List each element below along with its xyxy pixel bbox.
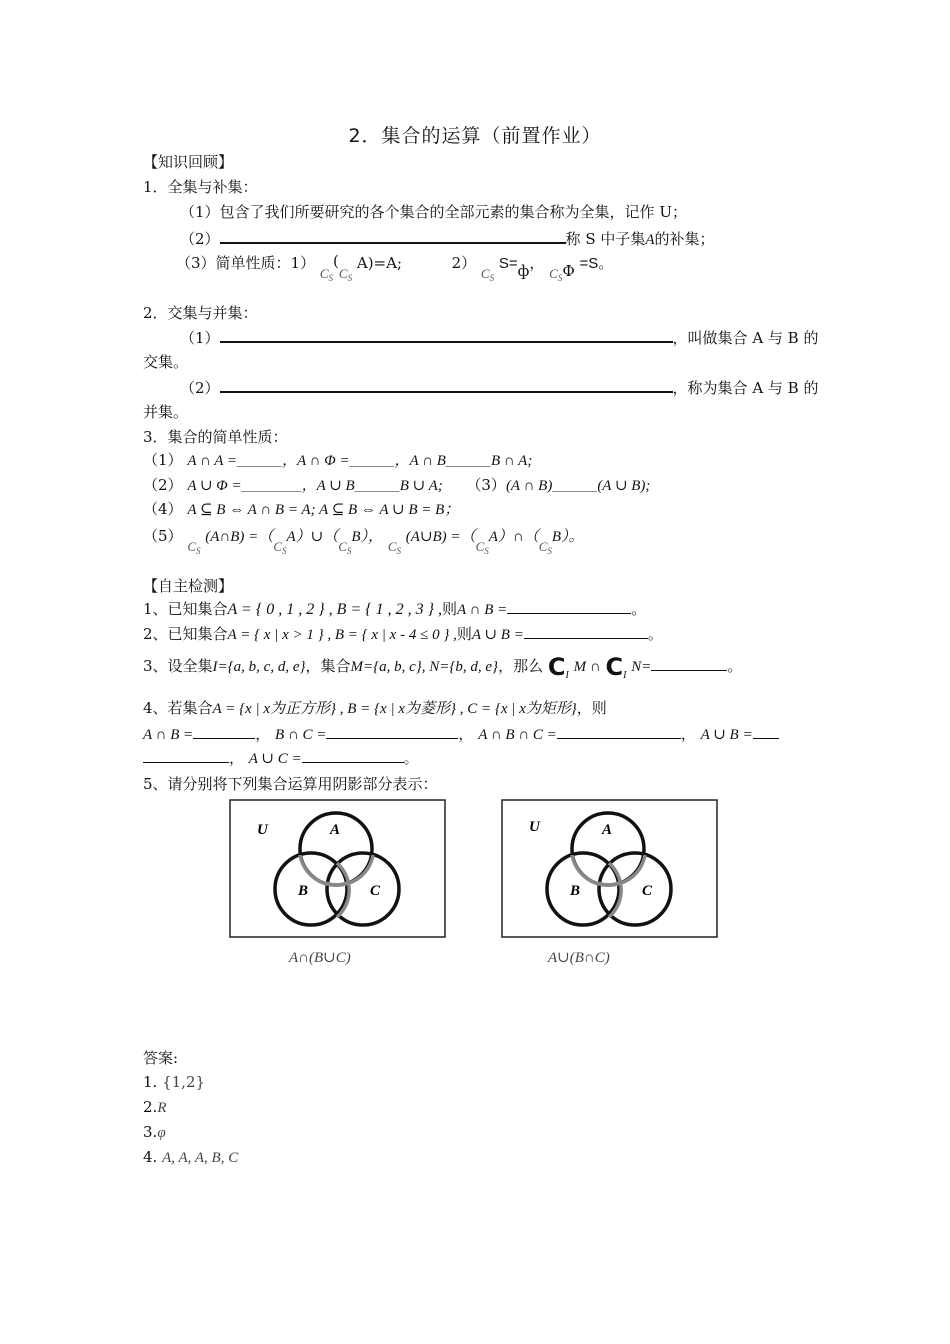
e3-end: 。: [727, 657, 743, 675]
p5-e: A）∩（: [488, 529, 539, 545]
e2-question: A ∪ B =: [471, 627, 524, 643]
complement-symbol: $C_S$: [475, 539, 489, 556]
q1-3-prefix: （3）简单性质：1）: [176, 254, 316, 272]
complement-symbol: $C_S$: [387, 539, 402, 556]
e3-blank[interactable]: [651, 656, 727, 671]
page-title: 2．集合的运算（前置作业）: [348, 125, 602, 147]
e4-mid: ，则: [576, 699, 607, 717]
p5-b: A）∪（: [286, 529, 339, 545]
q1-3-line: （3）简单性质：1） $C_S(C_S$ A)=A; 2） $C_S$ S=ф， $C_SФ =S$。: [176, 252, 614, 283]
answer-4-value: A, A, A, B, C: [162, 1150, 239, 1166]
e3-prefix: 3、设全集: [143, 657, 213, 675]
p5-c: B），: [351, 529, 384, 545]
q1-3-a: A)=A;: [356, 254, 402, 272]
q3-heading: 3．集合的简单性质：: [143, 428, 288, 446]
property-5: [143, 526, 584, 556]
e1-question: A ∩ B =: [457, 602, 508, 618]
q2-2-cont: 并集。: [143, 403, 189, 421]
q2-1-cont: 交集。: [143, 353, 189, 371]
complement-symbol: $C_S$: [273, 539, 287, 556]
venn-diagram-2: [501, 799, 719, 939]
e4-blank-1[interactable]: [193, 724, 255, 739]
e4-end: 。: [403, 749, 419, 767]
venn-diagram-1: [229, 799, 447, 939]
complement-symbol-large: $C_I$: [605, 653, 627, 681]
p5-label: （5）: [143, 527, 183, 545]
label-c: C: [642, 883, 653, 899]
exercise-4: [143, 698, 607, 719]
section-header-selfcheck: 【自主检测】: [143, 577, 234, 595]
exercise-3: [143, 653, 743, 686]
e4-blank-4-cont[interactable]: [143, 748, 229, 763]
p1-label: （1）: [143, 451, 183, 469]
q1-3-b: 2）: [451, 254, 477, 272]
e4-r1: A ∩ B =: [143, 727, 194, 743]
p1-text: A ∩ A =＿＿＿，A ∩ Φ =＿＿＿，A ∩ B＿＿＿B ∩ A;: [187, 453, 533, 469]
complement-symbol: $C_S$: [480, 266, 495, 283]
label-u: U: [257, 822, 268, 838]
e4-blank-5[interactable]: [302, 748, 404, 763]
exercise-2: [143, 624, 663, 645]
p5-d: (A∪B) =（: [405, 529, 476, 545]
q1-3-d: Ф: [562, 262, 575, 280]
answer-2: [143, 1097, 166, 1118]
answer-3-num: 3.: [143, 1123, 158, 1141]
answers-header: 答案:: [143, 1049, 179, 1067]
complement-symbol: $C_S$: [338, 266, 353, 283]
answer-1-num: 1.: [143, 1073, 158, 1091]
exercise-5: 5、请分别将下列集合运算用阴影部分表示：: [143, 775, 438, 793]
e2-blank[interactable]: [524, 624, 648, 639]
exercise-4-answers-cont: ， A ∪ C = 。: [143, 748, 419, 769]
e3-q1: M ∩: [573, 659, 601, 675]
phi-symbol: ф: [517, 262, 530, 280]
e1-mid: 则: [442, 600, 458, 618]
e2-end: 。: [647, 625, 663, 643]
q1-3-e: =S。: [579, 255, 614, 272]
e4-r5: A ∪ C =: [248, 751, 302, 767]
q2-1-blank[interactable]: [220, 327, 673, 343]
q2-1-line: [180, 327, 818, 348]
complement-symbol: $C_S$: [338, 539, 352, 556]
e2-mid: 则: [456, 625, 472, 643]
property-1: [143, 450, 532, 471]
q2-heading: 2．交集与并集：: [143, 304, 258, 322]
exercise-4-answers: A ∩ B = ， B ∩ C = ， A ∩ B ∩ C = ， A ∪ B =: [143, 724, 779, 745]
q2-2-line: [180, 377, 818, 398]
label-c: C: [370, 883, 381, 899]
e4-blank-2[interactable]: [326, 724, 458, 739]
e3-q2: N=: [631, 659, 652, 675]
e4-prefix: 4、若集合: [143, 699, 213, 717]
e4-r3: A ∩ B ∩ C =: [478, 727, 557, 743]
p4-label: （4）: [143, 500, 183, 518]
e4-r2: B ∩ C =: [275, 727, 327, 743]
label-b: B: [570, 883, 581, 899]
label-u: U: [529, 819, 540, 835]
e3-math2: M={a, b, c}, N={b, d, e}: [350, 659, 499, 675]
answer-4-num: 4.: [143, 1148, 158, 1166]
e3-mid2: ，那么: [498, 657, 544, 675]
q1-2-end: 的补集；: [654, 230, 715, 248]
q2-2-suffix: ，称为集合 A 与 B 的: [672, 379, 819, 397]
e1-prefix: 1、已知集合: [143, 600, 228, 618]
e4-blank-3[interactable]: [557, 724, 681, 739]
e1-math: A = { 0 , 1 , 2 } , B = { 1 , 2 , 3 } ,: [227, 601, 442, 618]
q2-2-blank[interactable]: [220, 377, 673, 393]
answer-1-value: {1,2}: [162, 1073, 206, 1091]
property-4: [143, 499, 459, 520]
complement-symbol-large: $C_I$: [547, 653, 569, 681]
q1-2-var: A: [645, 232, 655, 248]
q2-1-suffix: ，叫做集合 A 与 B 的: [672, 329, 819, 347]
property-2-3: [143, 475, 650, 496]
venn-caption-1: A∩(B∪C): [289, 950, 351, 966]
q1-2-line: [180, 228, 715, 250]
p2-text: A ∪ Φ =＿＿＿＿，A ∪ B＿＿＿B ∪ A;: [187, 478, 443, 494]
e4-blank-4[interactable]: [753, 724, 779, 739]
p3-label: （3）: [466, 476, 506, 494]
q1-2-prefix: （2）: [180, 230, 220, 248]
e1-end: 。: [631, 600, 647, 618]
complement-symbol: $C_S$: [319, 266, 334, 283]
p5-f: B）。: [551, 529, 584, 545]
q1-2-suffix: 称 S 中子集: [565, 230, 646, 248]
p4-text: A ⊆ B ⇔ A ∩ B = A; A ⊆ B ⇔ A ∪ B = B；: [187, 502, 460, 518]
q2-1-prefix: （1）: [180, 329, 220, 347]
answer-2-num: 2.: [143, 1098, 158, 1116]
p5-a: (A∩B) =（: [205, 529, 274, 545]
section-header-review: 【知识回顾】: [143, 153, 234, 171]
q1-2-blank[interactable]: [220, 228, 566, 244]
q2-2-prefix: （2）: [180, 379, 220, 397]
label-b: B: [298, 883, 309, 899]
venn-caption-2: A∪(B∩C): [548, 950, 610, 966]
complement-symbol: $C_S$: [538, 539, 552, 556]
complement-symbol: $C_S$: [549, 266, 563, 283]
label-a: A: [602, 822, 613, 838]
exercise-1: [143, 599, 646, 620]
answer-3: [143, 1122, 166, 1143]
e4-r4: A ∪ B =: [700, 727, 753, 743]
e2-math: A = { x | x > 1 } , B = { x | x - 4 ≤ 0 } ,: [227, 627, 457, 643]
e2-prefix: 2、已知集合: [143, 625, 228, 643]
p2-label: （2）: [143, 476, 183, 494]
e3-mid1: ，集合: [305, 657, 351, 675]
p3-text: (A ∩ B)＿＿＿(A ∪ B);: [505, 478, 651, 494]
e1-blank[interactable]: [507, 599, 631, 614]
q1-3-c: S=: [498, 255, 518, 272]
label-a: A: [330, 822, 341, 838]
answer-3-value: φ: [157, 1125, 166, 1141]
answer-2-value: R: [157, 1100, 167, 1116]
answer-4: [143, 1147, 238, 1168]
e4-math: A = {x | x为正方形} , B = {x | x为菱形} , C = {x | x为矩形}: [212, 701, 577, 717]
answer-1: [143, 1072, 205, 1092]
q1-1-text: （1）包含了我们所要研究的各个集合的全部元素的集合称为全集，记作 U；: [180, 203, 687, 221]
complement-symbol: $C_S$: [187, 539, 201, 556]
q1-heading: 1．全集与补集：: [143, 178, 258, 196]
e3-math1: I={a, b, c, d, e}: [212, 659, 306, 675]
